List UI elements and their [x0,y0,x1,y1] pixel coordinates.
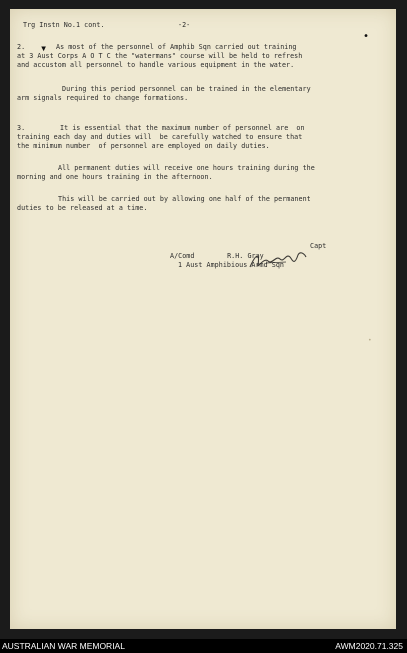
signature-rank: Capt [310,242,327,250]
paragraph-2-line: at 3 Aust Corps A O T C the "watermans" course will be held to refresh [17,52,303,60]
paragraph-3-line: the minimum number of personnel are employed on daily duties. [17,142,270,150]
paragraph-3c-line: duties to be released at a time. [17,204,148,212]
signature-line-1: A/Comd R.H. Gray [170,252,264,260]
paragraph-3b-line: All permanent duties will receive one hours training during the [58,164,315,172]
signature-line-2: 1 Aust Amphibious Armd Sqn [178,261,284,269]
paragraph-3-line: It is essential that the maximum number of personnel are on [60,124,305,132]
paragraph-3c-line: This will be carried out by allowing one half of the permanent [58,195,311,203]
paragraph-2b-line: During this period personnel can be trained in the elementary [62,85,311,93]
paragraph-3-line: training each day and duties will be carefully watched to ensure that [17,133,303,141]
footer-bar [0,639,407,653]
document-page [10,9,396,629]
paragraph-3b-line: morning and one hours training in the afternoon. [17,173,213,181]
paragraph-2-line: and accustom all personnel to handle various equipment in the water. [17,61,295,69]
paragraph-2b-line: arm signals required to change formations. [17,94,189,102]
footer-institution: AUSTRALIAN WAR MEMORIAL [2,641,125,651]
header-reference: Trg Instn No.1 cont. [23,21,105,29]
paragraph-3-number: 3. [17,124,26,132]
page-number: -2- [178,21,191,29]
paper-speck: • [368,337,372,344]
paragraph-2-line: As most of the personnel of Amphib Sqn carried out training [56,43,297,51]
ink-dot: • [363,31,370,42]
footer-accession-number: AWM2020.71.325 [335,641,403,651]
paragraph-2-number: 2. [17,43,26,51]
ink-arrow-mark: ▾ [40,41,48,55]
